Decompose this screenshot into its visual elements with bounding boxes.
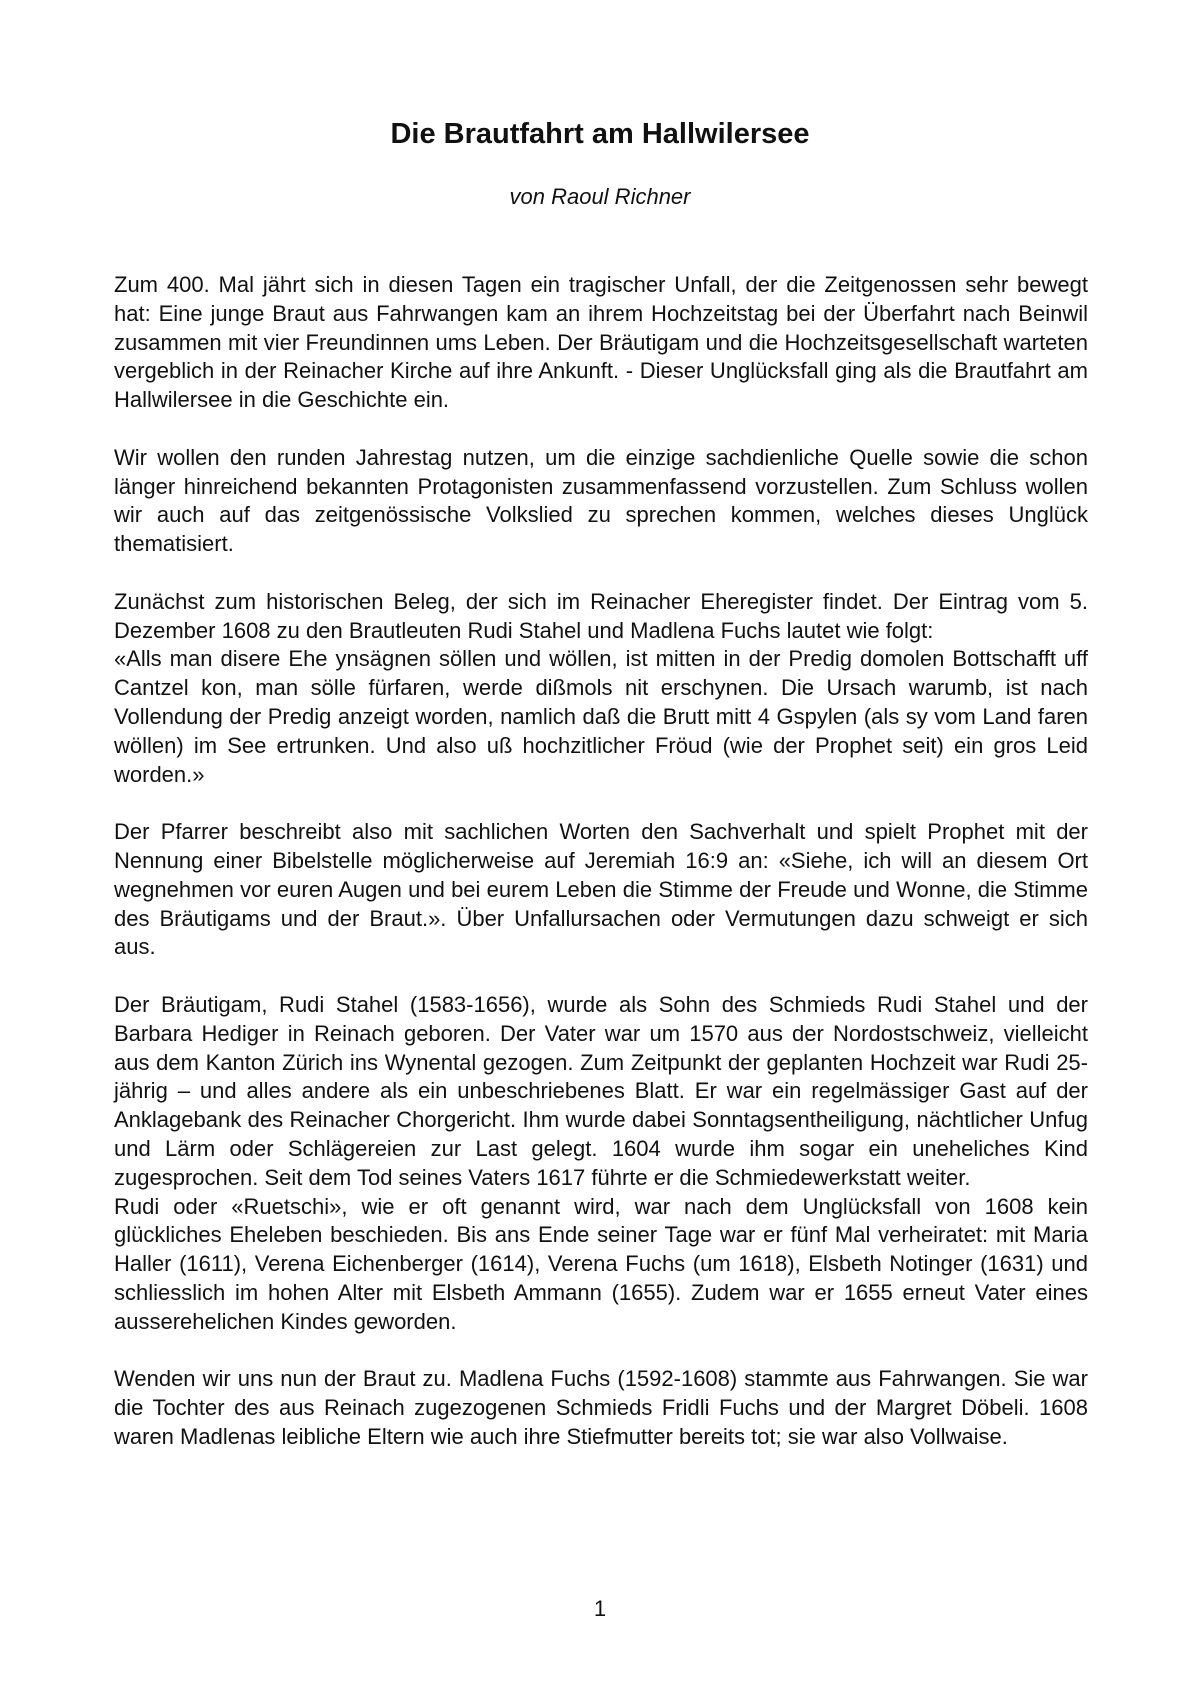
paragraph-groom-marriages: Rudi oder «Ruetschi», wie er oft genannt wird, war nach dem Unglücksfall von 1608 kein glückliches Eheleben beschieden. Bis ans Ende seiner Tage war er fünf Mal verheiratet: mit Maria Haller (1611), Verena Eichenberger (1614), Verena Fuchs (um 1618), Elsbeth Notinger (1631) und schliesslich im hohen Alter mit Elsbeth Ammann (1655). Zudem war er 1655 erneut Vater eines ausserehelichen Kindes geworden. <box>114 1193 1088 1334</box>
paragraph-groom: Der Bräutigam, Rudi Stahel (1583-1656), wurde als Sohn des Schmieds Rudi Stahel und der Barbara Hediger in Reinach geboren. Der Vater war um 1570 aus der Nordostschweiz, vielleicht aus dem Kanton Zürich ins Wynental gezogen. Zum Zeitpunkt der geplanten Hochzeit war Rudi 25-jährig – und alles andere als ein unbeschriebenes Blatt. Er war ein regelmässiger Gast auf der Anklagebank des Reinacher Chorgericht. Ihm wurde dabei Sonntagsentheiligung, nächtlicher Unfug und Lärm oder Schlägereien zur Last gelegt. 1604 wurde ihm sogar ein uneheliches Kind zugesprochen. Seit dem Tod seines Vaters 1617 führte er die Schmiedewerkstatt weiter. <box>114 991 1088 1190</box>
page-number: 1 <box>593 1596 607 1621</box>
paragraph-historical-record: Zunächst zum historischen Beleg, der sich im Reinacher Eheregister findet. Der Eintrag vom 5. Dezember 1608 zu den Brautleuten Rudi Stahel und Madlena Fuchs lautet wie folgt: <box>114 588 1088 643</box>
document-body <box>114 271 1088 1480</box>
author-byline: von Raoul Richner <box>509 184 691 209</box>
document-title: Die Brautfahrt am Hallwilersee <box>390 118 810 150</box>
paragraph-purpose: Wir wollen den runden Jahrestag nutzen, um die einzige sachdienliche Quelle sowie die schon länger hinreichend bekannten Protagonisten zusammenfassend vorzustellen. Zum Schluss wollen wir auch auf das zeitgenössische Volkslied zu sprechen kommen, welches dieses Unglück thematisiert. <box>114 444 1088 557</box>
paragraph-intro: Zum 400. Mal jährt sich in diesen Tagen ein tragischer Unfall, der die Zeitgenossen sehr bewegt hat: Eine junge Braut aus Fahrwangen kam an ihrem Hochzeitstag bei der Überfahrt nach Beinwil zusammen mit vier Freundinnen ums Leben. Der Bräutigam und die Hochzeitsgesellschaft warteten vergeblich in der Reinacher Kirche auf ihre Ankunft. - Dieser Unglücksfall ging als die Brautfahrt am Hallwilersee in die Geschichte ein. <box>114 272 1088 413</box>
paragraph-bride: Wenden wir uns nun der Braut zu. Madlena Fuchs (1592-1608) stammte aus Fahrwangen. Sie war die Tochter des aus Reinach zugezogenen Schmieds Fridli Fuchs und der Margret Döbeli. 1608 waren Madlenas leibliche Eltern wie auch ihre Stiefmutter bereits tot; sie war also Vollwaise. <box>114 1366 1088 1449</box>
paragraph-pastor: Der Pfarrer beschreibt also mit sachlichen Worten den Sachverhalt und spielt Prophet mit der Nennung einer Bibelstelle möglicherweise auf Jeremiah 16:9 an: «Siehe, ich will an diesem Ort wegnehmen vor euren Augen und bei eurem Leben die Stimme der Freude und Wonne, die Stimme des Bräutigams und der Braut.». Über Unfallursachen oder Vermutungen dazu schweigt er sich aus. <box>114 819 1088 960</box>
paragraph-quote: «Alls man disere Ehe ynsägnen söllen und wöllen, ist mitten in der Predig domolen Bottschafft uff Cantzel kon, man sölle fürfaren, werde dißmols nit erschynen. Die Ursach warumb, ist nach Vollendung der Predig anzeigt worden, namlich daß die Brutt mitt 4 Gspylen (als sy vom Land faren wöllen) im See ertrunken. Und also uß hochzitlicher Fröud (wie der Prophet seit) ein gros Leid worden.» <box>114 646 1088 787</box>
